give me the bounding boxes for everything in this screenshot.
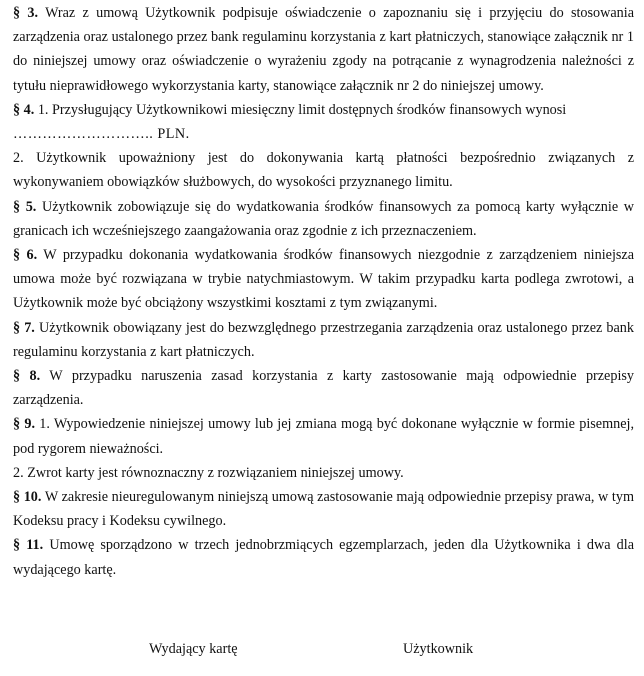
limit-blank-field: ……………………….. PLN.: [13, 126, 190, 143]
section-label: § 4.: [13, 101, 35, 118]
paragraph-section-8: [13, 364, 634, 412]
paragraph-section-4-limit-blank: [13, 122, 634, 146]
paragraph-section-4: [13, 98, 634, 122]
section-label: § 11.: [13, 537, 44, 554]
signature-user-label: Użytkownik: [403, 641, 474, 657]
section-label: § 9.: [13, 416, 35, 433]
paragraph-text: 2. Użytkownik upoważniony jest do dokonywania kartą płatności bezpośrednio związanych z wykonywaniem obowiązków służbowych, do wysokości przyznanego limitu.: [13, 150, 634, 191]
section-label: § 10.: [13, 489, 42, 506]
paragraph-section-5: [13, 195, 634, 243]
paragraph-text: W zakresie nieuregulowanym niniejszą umową zastosowanie mają odpowiednie przepisy prawa, w tym Kodeksu pracy i Kodeksu cywilnego.: [13, 489, 634, 530]
section-label: § 7.: [13, 319, 35, 336]
section-label: § 5.: [13, 198, 37, 215]
section-label: § 3.: [13, 5, 39, 21]
signature-issuer-label: Wydający kartę: [149, 641, 238, 657]
paragraph-section-9: [13, 412, 634, 460]
paragraph-section-3: [13, 1, 634, 98]
paragraph-section-7: [13, 316, 634, 364]
paragraph-text: Użytkownik obowiązany jest do bezwzględnego przestrzegania zarządzenia oraz ustalonego przez bank regulaminu korzystania z kart płatniczych.: [13, 319, 634, 360]
paragraph-section-4-point-2: [13, 146, 634, 194]
paragraph-text: W przypadku naruszenia zasad korzystania z karty zastosowanie mają odpowiednie przepisy zarządzenia.: [13, 368, 635, 409]
paragraph-section-6: [13, 243, 634, 316]
paragraph-text: 2. Zwrot karty jest równoznaczny z rozwiązaniem niniejszej umowy.: [13, 464, 404, 481]
section-label: § 8.: [13, 368, 41, 385]
paragraph-text: Umowę sporządzono w trzech jednobrzmiących egzemplarzach, jeden dla Użytkownika i dwa dla wydającego kartę.: [13, 537, 634, 578]
paragraph-text: Wraz z umową Użytkownik podpisuje oświadczenie o zapoznaniu się i przyjęciu do stosowania zarządzenia oraz ustalonego przez bank regulaminu korzystania z kart płatniczych, stanowiące załącznik nr 1 do niniejszej umowy oraz oświadczenie o wyrażeniu zgody na potrącanie z wynagrodzenia należności z tytułu nieprawidłowego wykorzystania karty, stanowiące załącznik nr 2 do niniejszej umowy.: [13, 5, 635, 94]
paragraph-text: 1. Przysługujący Użytkownikowi miesięczny limit dostępnych środków finansowych wynosi: [34, 101, 567, 118]
paragraph-section-10: [13, 485, 634, 533]
paragraph-text: Użytkownik zobowiązuje się do wydatkowania środków finansowych za pomocą karty wyłącznie w granicach ich wcześniejszego zaangażowania oraz zgodnie z ich przeznaczeniem.: [13, 198, 635, 239]
signature-block: [0, 637, 644, 661]
paragraph-section-11: [13, 533, 634, 581]
paragraph-section-9-point-2: [13, 461, 634, 485]
paragraph-text: 1. Wypowiedzenie niniejszej umowy lub jej zmiana mogą być dokonane wyłącznie w formie pisemnej, pod rygorem nieważności.: [13, 416, 634, 457]
section-label: § 6.: [13, 247, 38, 264]
paragraph-text: W przypadku dokonania wydatkowania środków finansowych niezgodnie z zarządzeniem niniejsza umowa może być rozwiązana w trybie natychmiastowym. W takim przypadku karta podlega zwrotowi, a Użytkownik może być obciążony wszystkimi kosztami z tym związanymi.: [13, 247, 635, 312]
